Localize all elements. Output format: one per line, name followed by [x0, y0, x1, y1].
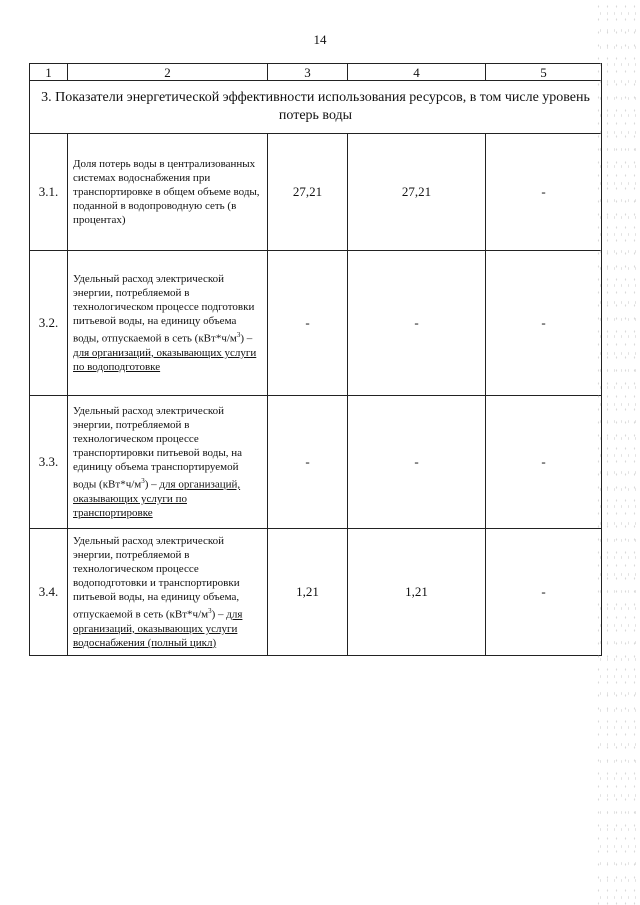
- header-cell-5: 5: [486, 64, 602, 81]
- row-value-col4: -: [348, 251, 486, 396]
- row-value-col4: 27,21: [348, 134, 486, 251]
- section-title: 3. Показатели энергетической эффективности использования ресурсов, в том числе уровень потерь воды: [30, 81, 602, 134]
- unit-superscript: 3: [141, 477, 145, 486]
- header-cell-3: 3: [268, 64, 348, 81]
- header-row: [30, 64, 602, 81]
- description-dash: ) –: [144, 478, 160, 491]
- row-description: [68, 529, 268, 656]
- unit-superscript: 3: [208, 607, 212, 616]
- description-underlined: для организаций, оказывающих услуги по водоподготовке: [73, 346, 257, 373]
- description-underlined: для организаций, оказывающих услуги по транспортировке: [73, 478, 241, 519]
- section-row: [30, 81, 602, 134]
- row-value-col3: 1,21: [268, 529, 348, 656]
- unit-superscript: 3: [236, 331, 241, 340]
- row-value-col5: -: [486, 529, 602, 656]
- row-value-col5: -: [486, 396, 602, 529]
- row-description: [68, 251, 268, 396]
- table-row: [30, 251, 602, 396]
- header-cell-4: 4: [348, 64, 486, 81]
- scan-noise: [594, 0, 640, 905]
- header-cell-2: 2: [68, 64, 268, 81]
- row-value-col5: -: [486, 134, 602, 251]
- row-number: 3.1.: [30, 134, 68, 251]
- description-text: Доля потерь воды в централизованных системах водоснабжения при транспортировке в общем объеме воды, поданной в водопроводную сеть (в процентах): [73, 158, 260, 226]
- description-text: Удельный расход электрической энергии, потребляемой в технологическом процессе транспортировки питьевой воды, на единицу объема транспортируемой воды (кВт*ч/м: [73, 405, 242, 491]
- header-cell-1: 1: [30, 64, 68, 81]
- row-value-col4: 1,21: [348, 529, 486, 656]
- row-number: 3.4.: [30, 529, 68, 656]
- row-value-col5: -: [486, 251, 602, 396]
- row-number: 3.3.: [30, 396, 68, 529]
- row-number: 3.2.: [30, 251, 68, 396]
- description-dash: ) –: [240, 332, 253, 345]
- row-value-col3: 27,21: [268, 134, 348, 251]
- table-row: [30, 529, 602, 656]
- row-description: [68, 396, 268, 529]
- description-text: Удельный расход электрической энергии, потребляемой в технологическом процессе водоподготовки и транспортировки питьевой воды, на единицу объема, отпускаемой в сеть (кВт*ч/м: [73, 535, 240, 621]
- page-number: 14: [313, 32, 327, 47]
- table-row: [30, 396, 602, 529]
- description-dash: ) –: [211, 608, 227, 621]
- row-value-col3: -: [268, 251, 348, 396]
- row-value-col4: -: [348, 396, 486, 529]
- row-value-col3: -: [268, 396, 348, 529]
- row-description: [68, 134, 268, 251]
- indicators-table: [29, 63, 602, 656]
- description-text: Удельный расход электрической энергии, потребляемой в технологическом процессе подготовки питьевой воды, на единицу объема воды, отпускаемой в сеть (кВт*ч/м: [73, 273, 255, 345]
- description-underlined: для организаций, оказывающих услуги водоснабжения (полный цикл): [73, 608, 243, 649]
- table-row: [30, 134, 602, 251]
